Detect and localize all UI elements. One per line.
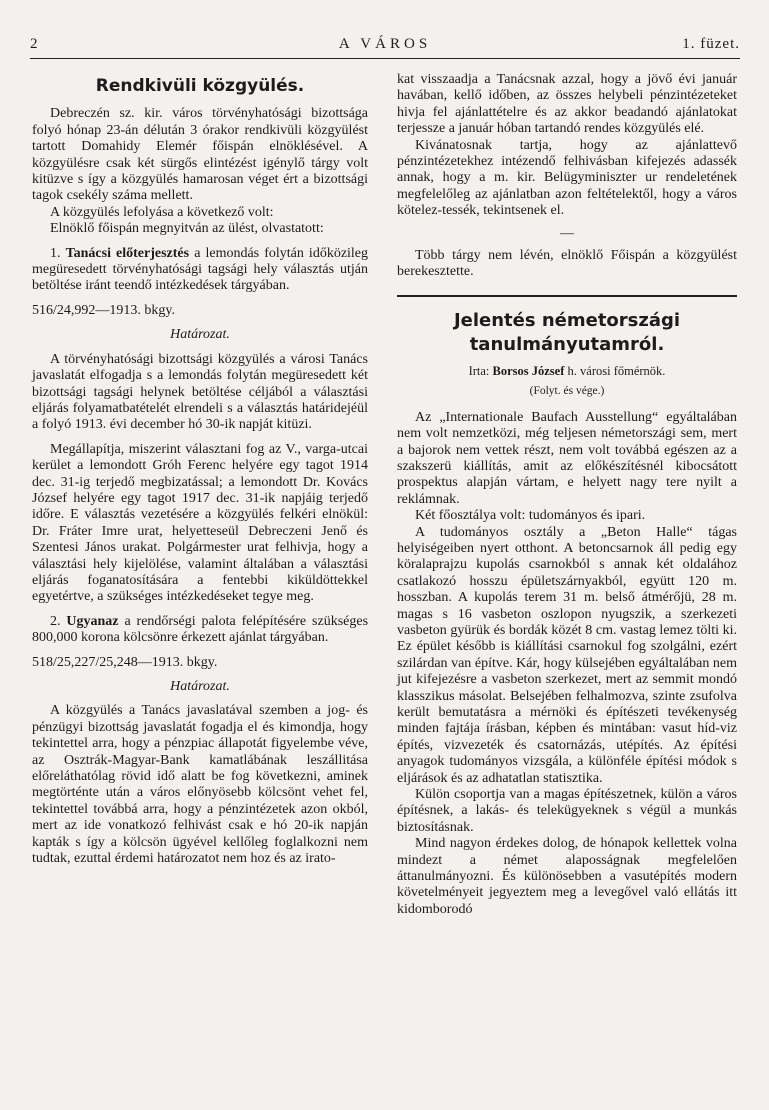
issue-number: 1. füzet.	[682, 36, 740, 52]
article-paragraph: Mind nagyon érdekes dolog, de hónapok kellettek volna mindezt a német alaposságnak megfelelően áttanulmányozni. És különösebben a vasutépítés modern követelményeit jegyeztem meg a levegővel való ellátás itt kidomborodó	[397, 836, 737, 917]
page-header	[30, 36, 740, 60]
section-heading: Rendkivüli közgyülés.	[95, 76, 305, 96]
right-column	[397, 72, 737, 918]
article-paragraph: Az „Internationale Baufach Ausstellung“ egyáltalában nem volt nemzetközi, még teljesen németországi sem, mert a bajorok nem vettek részt, nem volt továbbá egészen az a szakszerü kiállítás, amit az előkészítésnél kibocsátott prospektus alapján vártam, e helyett nagy tere nyilt a reklámnak.	[397, 409, 737, 507]
decision-label: Határozat.	[170, 327, 230, 343]
agenda-item-1-title: Tanácsi előterjesztés	[65, 245, 190, 261]
left-column	[32, 72, 368, 867]
decision-paragraph: Megállapítja, miszerint választani fog az V., varga-utcai kerület a lemondott Gróh Ferenc helyére egy tagot 1914 dec. 31-ig terjedő megbizatással; a lemondott Dr. Kovács József helyére egy tagot 1917 dec. 31-ik napjáig terjedő időre. E választás vezetésére a közgyülés felkéri elnökül: Dr. Fráter Imre urat, helyetteseül Debreczeni Jenő és Szentesi János urakat. Polgármester urat felhivja, hogy a választási hely kijelölése, valamint általában a választási eljárás foganatosítására a fentebbi kiküldöttekkel egyetértve, a szükséges intézkedéseket tegye meg.	[32, 441, 368, 605]
proceedings-paragraph: A közgyülés lefolyása a következő volt:	[50, 204, 274, 220]
intro-paragraph: Debreczén sz. kir. város törvényhatósági bizottsága folyó hónap 23-án délután 3 órakor rendkivüli közgyülést tartott Domahidy Elemér főispán elnöklésével. A közgyülésre csak két sürgős elintézést igénylő tárgy volt kitüzve s így a közgyülés hamarosan véget ért a bizottsági tagok csekély száma mellett.	[32, 106, 368, 204]
continuation-paragraph: kat visszaadja a Tanácsnak azzal, hogy a jövő évi január havában, kellő időben, az összes helybeli pénzintézeteket hivja fel ajánlattételre és az akkor beadandó ajánlatokat terjessze a január hóban tartandó rendes közgyülés elé.	[397, 72, 737, 137]
reference-number: 516/24,992—1913. bkgy.	[32, 302, 175, 318]
byline: Irta: Borsos József h. városi főmérnök.	[468, 363, 666, 378]
opening-paragraph: Elnöklő főispán megnyitván az ülést, olvastatott:	[50, 221, 324, 237]
journal-title: A VÁROS	[338, 36, 432, 52]
article-paragraph: Két főosztálya volt: tudományos és ipari.	[415, 508, 646, 524]
closing-paragraph: Több tárgy nem lévén, elnöklő Főispán a közgyülést berekesztette.	[397, 248, 737, 280]
paragraph: Kivánatosnak tartja, hogy az ajánlattevő pénzintézetekhez intézendő felhivásban kifejezés adassék annak, hogy a m. kir. Belügyminiszter ur rendeletének megfelelőleg az ajánlatban azon feltételektől, hogy a város kötelez-tessék, tekintsenek el.	[397, 137, 737, 219]
decision-paragraph: A közgyülés a Tanács javaslatával szemben a jog- és pénzügyi bizottság javaslatát fogadja el és kimondja, hogy tekintettel arra, hogy a pénzpiac állapotát figyelembe véve, az Osztrák-Magyar-Bank kamatlábának leszállitása előreláthatólag rövid idő alatt be fog következni, aminek megtörténte után a város előnyösebb kölcsönt vehet fel, tekintettel továbbá arra, hogy a pénzintézetek azon okból, mert az ide vonatkozó felhivást csak e hó 20-ik napján kapták s így a kölcsön ügyével kellőleg foglalkozni nem tudtak, ezuttal érdemi határozatot nem hoz és az irato-	[32, 703, 368, 867]
article-paragraph: A tudományos osztály a „Beton Halle“ tágas helyiségeiben nyert otthont. A betoncsarnok áll pedig egy köralaprajzu kupolás csarnokból s annak két oldalához csatlakozó hosszu épületszárnyakból, együtt 120 m. hosszban. A kupolás terem 31 m. belső átmérőjü, 28 m. magas s 16 vasbeton oszlopon nyugszik, a szerkezeti vasbeton gyürük és bordák közét 8 cm. vastag lemez tölti ki. Ez épület később is kiállítási csarnokul fog szolgálni, ezért szilárdan van építve. Kár, hogy külsejében egyáltalában nem jut kifejezésre a vasbeton szerkezet, mert az semmit mondó klasszikus másolat. Belsejében felhalmozva, szinte zsufolva került bemutatásra a mérnöki és építészeti tevékenység minden fajtája írásban, képben és mintában: vasut híd-viz építés, vizvezeték és csatornázás, utépítés. Az építési anyagok tudományos vizsgála, a különféle építési módok s eljárások és az adhatatlan statisztika.	[397, 524, 737, 786]
article-paragraph: Külön csoportja van a magas építészetnek, külön a város építésnek, a lakás- és telekügyeknek s végül a munkás biztosításnak.	[397, 787, 737, 835]
continued-note: (Folyt. és vége.)	[529, 385, 605, 398]
decision-label: Határozat.	[170, 679, 230, 694]
section-rule	[397, 295, 737, 297]
header-rule	[30, 58, 740, 59]
article-heading: Jelentés németországi tanulmányutamról.	[453, 309, 681, 355]
decision-paragraph: A törvényhatósági bizottsági közgyülés a városi Tanács javaslatát elfogadja s a lemondás folytán megüresedett két bizottsági tagsági helynek betöltése céljából a választási eljárás folyamatbatételét elrendeli s a választás határidejéül a folyó 1913. évi december hó 30-ik napját kitüzi.	[32, 351, 368, 433]
separator-dash: —	[560, 225, 574, 241]
reference-number: 518/25,227/25,248—1913. bkgy.	[32, 654, 218, 670]
page-number: 2	[30, 36, 39, 52]
author-name: Borsos József	[492, 363, 565, 378]
agenda-item-1: 1. Tanácsi előterjesztés a lemondás folytán időközileg megüresedett törvényhatósági tagsági hely választás utján betöltése iránt teendő intézkedések tárgyában.	[32, 245, 369, 294]
agenda-item-2-title: Ugyanaz	[66, 613, 119, 629]
agenda-item-2: 2. Ugyanaz a rendőrségi palota felépítésére szükséges 800,000 korona kölcsönre érkezett ajánlat tárgyában.	[32, 613, 369, 646]
